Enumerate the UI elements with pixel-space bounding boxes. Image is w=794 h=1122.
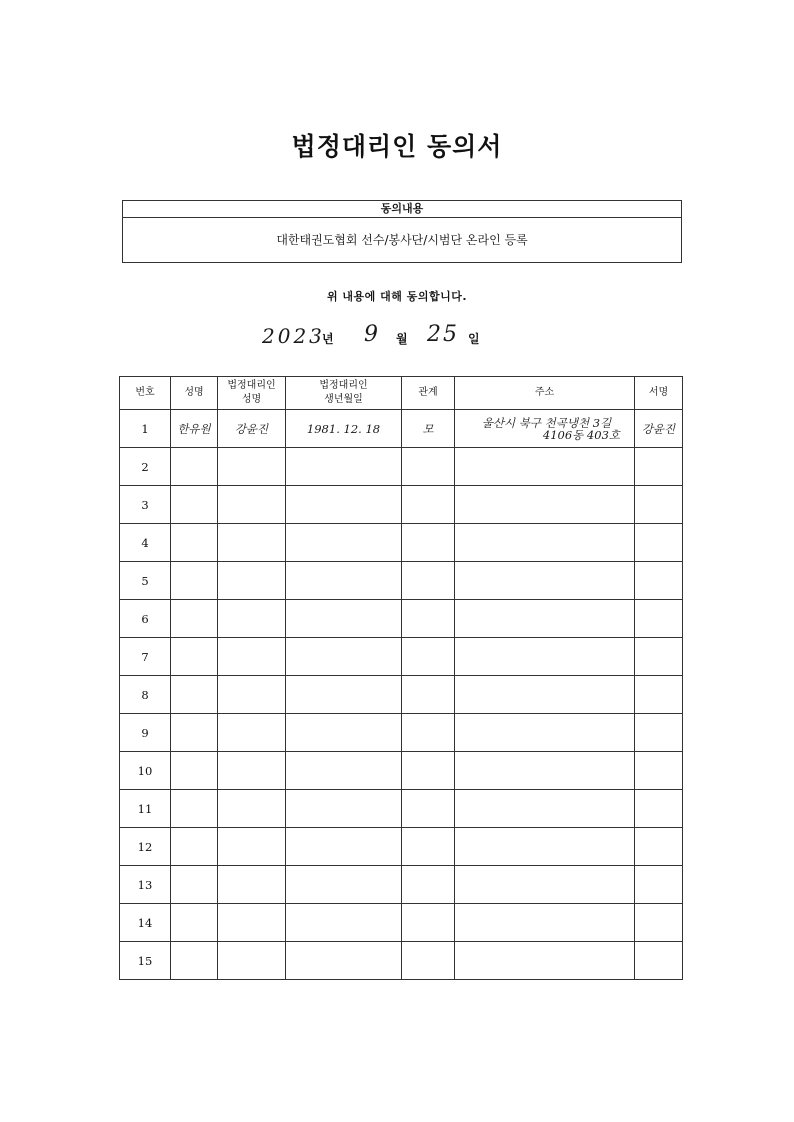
consent-text: 대한태권도협회 선수/봉사단/시범단 온라인 등록: [276, 233, 528, 247]
cell-guardian-name[interactable]: [218, 942, 286, 980]
cell-no: 15: [120, 942, 171, 980]
cell-name: 한유원: [171, 410, 218, 448]
consent-box: [122, 200, 682, 263]
cell-guardian-name[interactable]: [218, 752, 286, 790]
cell-name[interactable]: [171, 752, 218, 790]
cell-name[interactable]: [171, 942, 218, 980]
cell-signature[interactable]: [635, 676, 683, 714]
table-row: [120, 486, 683, 524]
header-guardian-birth-line1: 법정대리인: [319, 380, 368, 391]
cell-guardian-name[interactable]: [218, 486, 286, 524]
cell-guardian-name[interactable]: [218, 714, 286, 752]
table-row: [120, 942, 683, 980]
cell-guardian-name[interactable]: [218, 790, 286, 828]
cell-signature[interactable]: [635, 714, 683, 752]
cell-name[interactable]: [171, 676, 218, 714]
cell-relation[interactable]: [402, 562, 455, 600]
cell-relation[interactable]: [402, 866, 455, 904]
cell-guardian-name[interactable]: [218, 904, 286, 942]
cell-guardian-name[interactable]: [218, 600, 286, 638]
cell-address[interactable]: [455, 638, 635, 676]
cell-guardian-name[interactable]: [218, 828, 286, 866]
cell-relation[interactable]: [402, 524, 455, 562]
cell-guardian-birth[interactable]: [286, 866, 402, 904]
table-row: [120, 524, 683, 562]
cell-no: 13: [120, 866, 171, 904]
cell-address: [455, 410, 635, 448]
cell-address[interactable]: [455, 752, 635, 790]
cell-guardian-birth[interactable]: [286, 714, 402, 752]
cell-name[interactable]: [171, 448, 218, 486]
table-row: [120, 638, 683, 676]
cell-guardian-name: 강윤진: [218, 410, 286, 448]
cell-guardian-name[interactable]: [218, 866, 286, 904]
table-row: [120, 904, 683, 942]
table-row: [120, 562, 683, 600]
header-guardian-birth: [286, 377, 402, 410]
cell-signature[interactable]: [635, 942, 683, 980]
cell-guardian-name[interactable]: [218, 638, 286, 676]
cell-relation[interactable]: [402, 942, 455, 980]
cell-no: 8: [120, 676, 171, 714]
cell-guardian-name[interactable]: [218, 524, 286, 562]
cell-signature[interactable]: [635, 600, 683, 638]
cell-relation[interactable]: [402, 676, 455, 714]
cell-guardian-birth[interactable]: [286, 828, 402, 866]
table-row: [120, 714, 683, 752]
cell-name[interactable]: [171, 790, 218, 828]
cell-no: 14: [120, 904, 171, 942]
cell-guardian-birth[interactable]: [286, 448, 402, 486]
cell-name[interactable]: [171, 524, 218, 562]
date-line: [0, 320, 794, 350]
header-no: 번호: [120, 377, 171, 410]
cell-guardian-name[interactable]: [218, 562, 286, 600]
cell-relation[interactable]: [402, 638, 455, 676]
cell-signature[interactable]: [635, 752, 683, 790]
cell-address[interactable]: [455, 486, 635, 524]
cell-signature: 강윤진: [635, 410, 683, 448]
cell-no: 10: [120, 752, 171, 790]
cell-relation[interactable]: [402, 752, 455, 790]
cell-guardian-birth[interactable]: [286, 600, 402, 638]
cell-no: 5: [120, 562, 171, 600]
table-row: [120, 410, 683, 448]
cell-guardian-birth[interactable]: [286, 562, 402, 600]
cell-name[interactable]: [171, 486, 218, 524]
cell-address[interactable]: [455, 600, 635, 638]
date-month: 9: [364, 322, 378, 347]
cell-address[interactable]: [455, 790, 635, 828]
cell-address[interactable]: [455, 866, 635, 904]
cell-no: 4: [120, 524, 171, 562]
cell-name[interactable]: [171, 866, 218, 904]
header-guardian-name-line2: 성명: [241, 394, 262, 405]
cell-no: 12: [120, 828, 171, 866]
cell-guardian-birth[interactable]: [286, 486, 402, 524]
header-address: 주소: [455, 377, 635, 410]
date-year-label: 년: [322, 332, 334, 346]
cell-guardian-birth[interactable]: [286, 638, 402, 676]
cell-address[interactable]: [455, 448, 635, 486]
cell-signature[interactable]: [635, 828, 683, 866]
cell-no: 3: [120, 486, 171, 524]
cell-signature[interactable]: [635, 904, 683, 942]
date-day-label: 일: [468, 332, 480, 346]
cell-relation[interactable]: [402, 448, 455, 486]
cell-address[interactable]: [455, 942, 635, 980]
table-row: [120, 676, 683, 714]
cell-name[interactable]: [171, 562, 218, 600]
cell-guardian-birth: 1981. 12. 18: [286, 410, 402, 448]
document-title: 법정대리인 동의서: [291, 132, 503, 161]
cell-no: 2: [120, 448, 171, 486]
cell-address[interactable]: [455, 676, 635, 714]
date-month-label: 월: [396, 332, 408, 346]
header-guardian-birth-line2: 생년월일: [324, 394, 363, 405]
cell-relation[interactable]: [402, 828, 455, 866]
header-guardian-name: [218, 377, 286, 410]
header-name: 성명: [171, 377, 218, 410]
cell-relation: 모: [402, 410, 455, 448]
cell-relation[interactable]: [402, 904, 455, 942]
cell-relation[interactable]: [402, 790, 455, 828]
cell-guardian-birth[interactable]: [286, 790, 402, 828]
cell-address[interactable]: [455, 524, 635, 562]
cell-signature[interactable]: [635, 486, 683, 524]
cell-address-line2: 4106동 403호: [542, 427, 620, 442]
cell-address[interactable]: [455, 714, 635, 752]
cell-name[interactable]: [171, 638, 218, 676]
cell-signature[interactable]: [635, 562, 683, 600]
cell-address[interactable]: [455, 562, 635, 600]
cell-address-line1: 울산시 북구 천곡냉천 3길: [481, 415, 612, 430]
cell-guardian-birth[interactable]: [286, 904, 402, 942]
date-year: 2023: [262, 324, 325, 348]
cell-signature[interactable]: [635, 524, 683, 562]
cell-no: 9: [120, 714, 171, 752]
cell-address[interactable]: [455, 828, 635, 866]
cell-signature[interactable]: [635, 448, 683, 486]
date-day: 25: [427, 322, 459, 347]
cell-name[interactable]: [171, 600, 218, 638]
guardian-table: [119, 376, 683, 980]
cell-no: 11: [120, 790, 171, 828]
consent-header: 동의내용: [123, 201, 681, 218]
cell-no: 1: [120, 410, 171, 448]
cell-name[interactable]: [171, 714, 218, 752]
table-header-row: [120, 377, 683, 410]
agree-statement: 위 내용에 대해 동의합니다.: [326, 290, 468, 303]
cell-no: 6: [120, 600, 171, 638]
cell-guardian-birth[interactable]: [286, 942, 402, 980]
table-row: [120, 448, 683, 486]
table-row: [120, 828, 683, 866]
header-relation: 관계: [402, 377, 455, 410]
cell-guardian-birth[interactable]: [286, 676, 402, 714]
cell-address[interactable]: [455, 904, 635, 942]
header-signature: 서명: [635, 377, 683, 410]
cell-name[interactable]: [171, 904, 218, 942]
table-row: [120, 752, 683, 790]
cell-signature[interactable]: [635, 790, 683, 828]
cell-relation[interactable]: [402, 486, 455, 524]
cell-no: 7: [120, 638, 171, 676]
cell-relation[interactable]: [402, 600, 455, 638]
header-guardian-name-line1: 법정대리인: [227, 380, 276, 391]
cell-name[interactable]: [171, 828, 218, 866]
cell-guardian-birth[interactable]: [286, 752, 402, 790]
table-row: [120, 790, 683, 828]
cell-relation[interactable]: [402, 714, 455, 752]
table-row: [120, 600, 683, 638]
cell-guardian-name[interactable]: [218, 676, 286, 714]
cell-guardian-birth[interactable]: [286, 524, 402, 562]
cell-signature[interactable]: [635, 866, 683, 904]
cell-guardian-name[interactable]: [218, 448, 286, 486]
cell-signature[interactable]: [635, 638, 683, 676]
table-row: [120, 866, 683, 904]
